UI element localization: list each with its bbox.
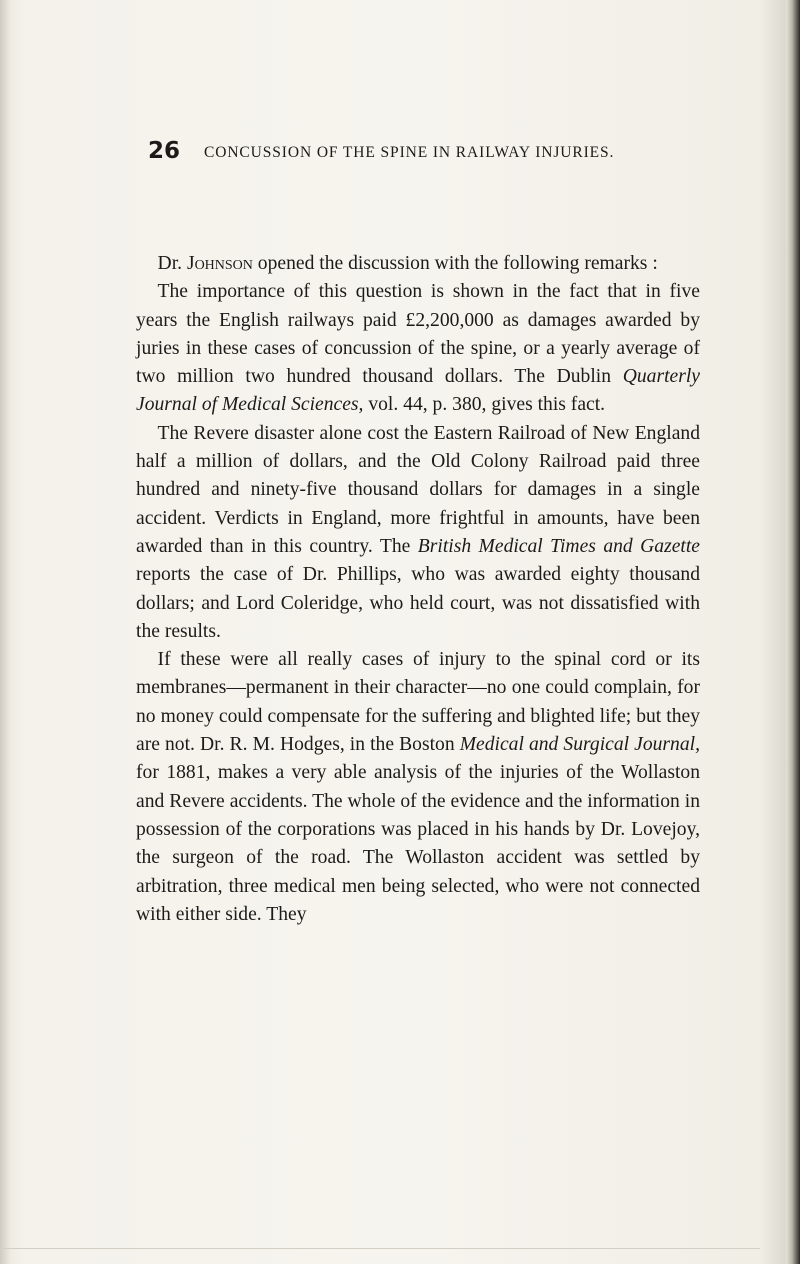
text-segment: If these were all really cases of injury to the spinal cord or its membranes—permanent in their character—no one could complain, for no money could compensate for the suffering and blighted life; but they are not. Dr. R. M. Hodges, in the Boston xyxy=(136,649,700,756)
running-head: CONCUSSION OF THE SPINE IN RAILWAY INJURIES. xyxy=(204,144,615,161)
journal-title: Quarterly Journal of Medical Sciences, xyxy=(136,366,700,416)
paragraph-1 xyxy=(136,250,700,278)
page-left-edge xyxy=(0,0,10,1264)
journal-title: Medical and Surgical Journal, xyxy=(459,734,700,756)
text-segment: for 1881, makes a very able analysis of the injuries of the Wollaston and Revere accidents. The whole of the evidence and the information in possession of the corporations was placed in his hands by Dr. Lovejoy, the surgeon of the road. The Wollaston accident was settled by arbitration, three medical men being selected, who were not connected with either side. They xyxy=(136,762,700,925)
page-number: 26 xyxy=(148,138,181,164)
paragraph-3 xyxy=(136,420,700,646)
paragraph-4 xyxy=(136,646,700,929)
paragraph-2 xyxy=(136,278,700,419)
text-segment: The Revere disaster alone cost the Eastern Railroad of New England half a million of dollars, and the Old Colony Railroad paid three hundred and ninety-five thousand dollars for damages in a single accident. Verdicts in England, more frightful in amounts, have been awarded than in this country. The xyxy=(136,422,700,557)
text-segment: vol. 44, p. 380, gives this fact. xyxy=(363,394,606,416)
speaker-name: Johnson xyxy=(186,253,253,274)
text-segment: The importance of this question is shown in the fact that in five years the English railways paid £2,200,000 as damages awarded by juries in these cases of concussion of the spine, or a yearly average of two million two hundred thousand dollars. The Dublin xyxy=(136,281,700,388)
scan-artifact-line xyxy=(0,1248,760,1249)
body-text xyxy=(136,250,700,929)
text-segment: opened the discussion with the following remarks : xyxy=(252,253,658,274)
text-segment: Dr. xyxy=(157,253,187,274)
text-segment: reports the case of Dr. Phillips, who was awarded eighty thousand dollars; and Lord Coleridge, who held court, was not dissatisfied with the results. xyxy=(136,564,700,642)
journal-title: British Medical Times and Gazette xyxy=(417,535,700,557)
page-header xyxy=(148,138,708,168)
page-right-edge-shadow xyxy=(786,0,800,1264)
